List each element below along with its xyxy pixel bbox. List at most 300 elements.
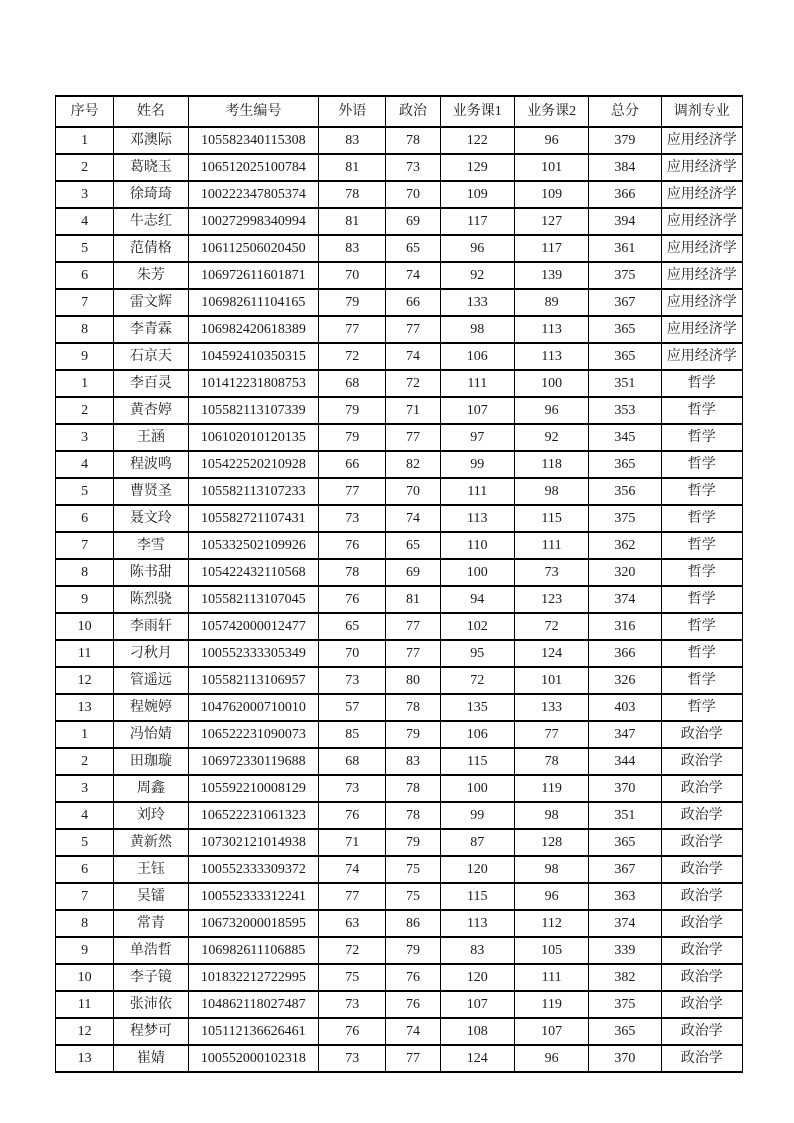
cell-adjusted-major: 哲学 [661, 505, 742, 532]
cell-candidate-id: 106982420618389 [188, 316, 319, 343]
cell-name: 张沛依 [114, 991, 188, 1018]
cell-total-score: 362 [589, 532, 661, 559]
cell-candidate-id: 105582721107431 [188, 505, 319, 532]
cell-name: 周鑫 [114, 775, 188, 802]
cell-politics: 78 [386, 775, 440, 802]
cell-candidate-id: 104592410350315 [188, 343, 319, 370]
cell-adjusted-major: 政治学 [661, 775, 742, 802]
column-header-foreign-language: 外语 [319, 96, 386, 127]
cell-adjusted-major: 应用经济学 [661, 235, 742, 262]
cell-course2: 115 [514, 505, 588, 532]
cell-adjusted-major: 哲学 [661, 532, 742, 559]
cell-course2: 127 [514, 208, 588, 235]
cell-foreign-language: 73 [319, 505, 386, 532]
cell-total-score: 365 [589, 1018, 661, 1045]
column-header-index: 序号 [56, 96, 114, 127]
cell-course2: 119 [514, 775, 588, 802]
cell-name: 黄杏婷 [114, 397, 188, 424]
cell-adjusted-major: 政治学 [661, 1018, 742, 1045]
cell-adjusted-major: 哲学 [661, 478, 742, 505]
cell-candidate-id: 100552333305349 [188, 640, 319, 667]
table-row [56, 235, 743, 262]
cell-index: 2 [56, 154, 114, 181]
cell-course2: 78 [514, 748, 588, 775]
cell-index: 8 [56, 316, 114, 343]
table-row [56, 370, 743, 397]
cell-index: 4 [56, 451, 114, 478]
cell-foreign-language: 77 [319, 316, 386, 343]
cell-total-score: 347 [589, 721, 661, 748]
cell-total-score: 365 [589, 451, 661, 478]
table-row [56, 397, 743, 424]
cell-index: 10 [56, 964, 114, 991]
cell-name: 李子镜 [114, 964, 188, 991]
cell-course1: 115 [440, 883, 514, 910]
column-header-course1: 业务课1 [440, 96, 514, 127]
cell-course2: 109 [514, 181, 588, 208]
cell-adjusted-major: 政治学 [661, 883, 742, 910]
cell-total-score: 379 [589, 127, 661, 154]
cell-course1: 95 [440, 640, 514, 667]
cell-adjusted-major: 应用经济学 [661, 289, 742, 316]
column-header-adjusted-major: 调剂专业 [661, 96, 742, 127]
cell-course2: 118 [514, 451, 588, 478]
cell-index: 5 [56, 478, 114, 505]
cell-index: 1 [56, 721, 114, 748]
cell-politics: 69 [386, 559, 440, 586]
table-row [56, 748, 743, 775]
cell-index: 11 [56, 991, 114, 1018]
cell-adjusted-major: 应用经济学 [661, 316, 742, 343]
cell-course1: 109 [440, 181, 514, 208]
cell-name: 朱芳 [114, 262, 188, 289]
cell-index: 3 [56, 775, 114, 802]
cell-candidate-id: 100222347805374 [188, 181, 319, 208]
cell-foreign-language: 79 [319, 397, 386, 424]
cell-total-score: 374 [589, 586, 661, 613]
header-row [56, 96, 743, 127]
cell-total-score: 370 [589, 1045, 661, 1072]
cell-course1: 100 [440, 775, 514, 802]
cell-index: 13 [56, 694, 114, 721]
cell-foreign-language: 83 [319, 127, 386, 154]
cell-foreign-language: 70 [319, 640, 386, 667]
cell-index: 3 [56, 181, 114, 208]
cell-course2: 133 [514, 694, 588, 721]
cell-politics: 76 [386, 991, 440, 1018]
cell-foreign-language: 79 [319, 424, 386, 451]
cell-total-score: 375 [589, 262, 661, 289]
cell-index: 8 [56, 559, 114, 586]
cell-total-score: 356 [589, 478, 661, 505]
cell-name: 吴镭 [114, 883, 188, 910]
cell-foreign-language: 57 [319, 694, 386, 721]
cell-course1: 111 [440, 478, 514, 505]
cell-politics: 76 [386, 964, 440, 991]
cell-name: 王钰 [114, 856, 188, 883]
table-row [56, 181, 743, 208]
cell-course1: 107 [440, 991, 514, 1018]
cell-index: 6 [56, 262, 114, 289]
cell-course2: 98 [514, 802, 588, 829]
cell-name: 常青 [114, 910, 188, 937]
score-table [55, 95, 743, 1073]
cell-index: 2 [56, 397, 114, 424]
cell-adjusted-major: 哲学 [661, 370, 742, 397]
cell-course2: 111 [514, 964, 588, 991]
table-row [56, 451, 743, 478]
cell-total-score: 339 [589, 937, 661, 964]
cell-name: 李百灵 [114, 370, 188, 397]
cell-politics: 72 [386, 370, 440, 397]
cell-total-score: 374 [589, 910, 661, 937]
cell-course2: 107 [514, 1018, 588, 1045]
cell-politics: 80 [386, 667, 440, 694]
cell-foreign-language: 63 [319, 910, 386, 937]
cell-index: 7 [56, 532, 114, 559]
cell-course2: 96 [514, 127, 588, 154]
table-row [56, 316, 743, 343]
cell-foreign-language: 72 [319, 343, 386, 370]
cell-index: 1 [56, 370, 114, 397]
cell-course1: 108 [440, 1018, 514, 1045]
table-row [56, 667, 743, 694]
table-row [56, 478, 743, 505]
cell-name: 黄新然 [114, 829, 188, 856]
cell-politics: 77 [386, 424, 440, 451]
cell-adjusted-major: 政治学 [661, 829, 742, 856]
cell-adjusted-major: 哲学 [661, 586, 742, 613]
cell-politics: 65 [386, 235, 440, 262]
cell-foreign-language: 76 [319, 802, 386, 829]
table-row [56, 991, 743, 1018]
cell-candidate-id: 105422520210928 [188, 451, 319, 478]
cell-course2: 92 [514, 424, 588, 451]
cell-politics: 75 [386, 883, 440, 910]
cell-politics: 79 [386, 829, 440, 856]
cell-candidate-id: 100552333312241 [188, 883, 319, 910]
cell-name: 范倩格 [114, 235, 188, 262]
cell-course2: 96 [514, 397, 588, 424]
cell-adjusted-major: 政治学 [661, 856, 742, 883]
cell-total-score: 365 [589, 829, 661, 856]
cell-candidate-id: 105582113107045 [188, 586, 319, 613]
cell-total-score: 370 [589, 775, 661, 802]
cell-candidate-id: 105592210008129 [188, 775, 319, 802]
cell-name: 崔婧 [114, 1045, 188, 1072]
cell-total-score: 367 [589, 289, 661, 316]
cell-foreign-language: 73 [319, 667, 386, 694]
cell-course1: 92 [440, 262, 514, 289]
cell-course1: 97 [440, 424, 514, 451]
table-row [56, 964, 743, 991]
cell-course1: 129 [440, 154, 514, 181]
cell-name: 李雨轩 [114, 613, 188, 640]
cell-index: 5 [56, 829, 114, 856]
table-row [56, 343, 743, 370]
cell-politics: 73 [386, 154, 440, 181]
cell-index: 9 [56, 343, 114, 370]
cell-adjusted-major: 政治学 [661, 991, 742, 1018]
cell-adjusted-major: 哲学 [661, 424, 742, 451]
cell-name: 冯怡婧 [114, 721, 188, 748]
cell-politics: 65 [386, 532, 440, 559]
cell-name: 陈书甜 [114, 559, 188, 586]
cell-politics: 71 [386, 397, 440, 424]
cell-politics: 77 [386, 316, 440, 343]
table-row [56, 1018, 743, 1045]
table-row [56, 208, 743, 235]
cell-course2: 72 [514, 613, 588, 640]
cell-foreign-language: 76 [319, 532, 386, 559]
cell-adjusted-major: 政治学 [661, 937, 742, 964]
cell-foreign-language: 78 [319, 181, 386, 208]
cell-name: 曹贤圣 [114, 478, 188, 505]
cell-course1: 117 [440, 208, 514, 235]
cell-course2: 100 [514, 370, 588, 397]
cell-foreign-language: 79 [319, 289, 386, 316]
cell-total-score: 351 [589, 370, 661, 397]
cell-politics: 69 [386, 208, 440, 235]
cell-course2: 98 [514, 478, 588, 505]
cell-adjusted-major: 政治学 [661, 964, 742, 991]
cell-course2: 124 [514, 640, 588, 667]
table-row [56, 802, 743, 829]
cell-course1: 94 [440, 586, 514, 613]
cell-politics: 74 [386, 343, 440, 370]
cell-course1: 106 [440, 343, 514, 370]
cell-course2: 96 [514, 883, 588, 910]
table-row [56, 640, 743, 667]
cell-foreign-language: 81 [319, 208, 386, 235]
table-row [56, 532, 743, 559]
cell-index: 9 [56, 937, 114, 964]
table-head [56, 96, 743, 127]
cell-politics: 66 [386, 289, 440, 316]
cell-course1: 120 [440, 964, 514, 991]
cell-politics: 78 [386, 694, 440, 721]
cell-foreign-language: 74 [319, 856, 386, 883]
cell-foreign-language: 66 [319, 451, 386, 478]
cell-adjusted-major: 应用经济学 [661, 208, 742, 235]
cell-foreign-language: 70 [319, 262, 386, 289]
cell-adjusted-major: 哲学 [661, 451, 742, 478]
cell-name: 陈烈骁 [114, 586, 188, 613]
cell-course2: 119 [514, 991, 588, 1018]
cell-foreign-language: 68 [319, 748, 386, 775]
cell-total-score: 366 [589, 181, 661, 208]
cell-politics: 86 [386, 910, 440, 937]
cell-course1: 100 [440, 559, 514, 586]
table-row [56, 289, 743, 316]
cell-course2: 113 [514, 316, 588, 343]
table-row [56, 262, 743, 289]
cell-name: 邓澳际 [114, 127, 188, 154]
table-row [56, 721, 743, 748]
cell-name: 刘玲 [114, 802, 188, 829]
table-row [56, 775, 743, 802]
table-row [56, 154, 743, 181]
cell-course2: 101 [514, 154, 588, 181]
table-row [56, 694, 743, 721]
cell-adjusted-major: 政治学 [661, 748, 742, 775]
cell-name: 单浩哲 [114, 937, 188, 964]
cell-candidate-id: 106522231090073 [188, 721, 319, 748]
cell-adjusted-major: 应用经济学 [661, 343, 742, 370]
column-header-candidate-id: 考生编号 [188, 96, 319, 127]
cell-candidate-id: 106522231061323 [188, 802, 319, 829]
cell-course2: 77 [514, 721, 588, 748]
cell-politics: 83 [386, 748, 440, 775]
cell-name: 程婉婷 [114, 694, 188, 721]
cell-foreign-language: 76 [319, 586, 386, 613]
cell-foreign-language: 77 [319, 883, 386, 910]
cell-adjusted-major: 哲学 [661, 397, 742, 424]
cell-course1: 133 [440, 289, 514, 316]
cell-foreign-language: 73 [319, 991, 386, 1018]
cell-index: 7 [56, 883, 114, 910]
cell-index: 7 [56, 289, 114, 316]
column-header-name: 姓名 [114, 96, 188, 127]
cell-course1: 122 [440, 127, 514, 154]
table-row [56, 1045, 743, 1072]
cell-adjusted-major: 应用经济学 [661, 181, 742, 208]
cell-total-score: 366 [589, 640, 661, 667]
table-row [56, 127, 743, 154]
cell-course1: 135 [440, 694, 514, 721]
cell-candidate-id: 105582113107339 [188, 397, 319, 424]
cell-politics: 77 [386, 640, 440, 667]
cell-candidate-id: 106972611601871 [188, 262, 319, 289]
cell-course1: 102 [440, 613, 514, 640]
table-row [56, 424, 743, 451]
cell-course1: 113 [440, 505, 514, 532]
cell-index: 12 [56, 667, 114, 694]
table-row [56, 586, 743, 613]
column-header-total-score: 总分 [589, 96, 661, 127]
cell-total-score: 344 [589, 748, 661, 775]
cell-total-score: 365 [589, 343, 661, 370]
cell-course1: 99 [440, 451, 514, 478]
cell-politics: 75 [386, 856, 440, 883]
cell-name: 徐琦琦 [114, 181, 188, 208]
cell-name: 刁秋月 [114, 640, 188, 667]
cell-course2: 139 [514, 262, 588, 289]
cell-course1: 113 [440, 910, 514, 937]
cell-course2: 113 [514, 343, 588, 370]
cell-name: 雷文辉 [114, 289, 188, 316]
cell-foreign-language: 78 [319, 559, 386, 586]
cell-name: 聂文玲 [114, 505, 188, 532]
cell-politics: 74 [386, 505, 440, 532]
cell-name: 田珈璇 [114, 748, 188, 775]
cell-candidate-id: 105422432110568 [188, 559, 319, 586]
cell-total-score: 363 [589, 883, 661, 910]
cell-name: 李青霖 [114, 316, 188, 343]
cell-adjusted-major: 哲学 [661, 559, 742, 586]
cell-politics: 78 [386, 127, 440, 154]
cell-course1: 96 [440, 235, 514, 262]
cell-course2: 73 [514, 559, 588, 586]
cell-politics: 81 [386, 586, 440, 613]
cell-name: 牛志红 [114, 208, 188, 235]
cell-total-score: 326 [589, 667, 661, 694]
cell-index: 1 [56, 127, 114, 154]
cell-index: 4 [56, 208, 114, 235]
cell-politics: 74 [386, 262, 440, 289]
column-header-politics: 政治 [386, 96, 440, 127]
cell-index: 10 [56, 613, 114, 640]
cell-politics: 77 [386, 613, 440, 640]
cell-name: 管遥远 [114, 667, 188, 694]
cell-candidate-id: 106982611106885 [188, 937, 319, 964]
cell-course1: 115 [440, 748, 514, 775]
cell-candidate-id: 100272998340994 [188, 208, 319, 235]
cell-adjusted-major: 政治学 [661, 910, 742, 937]
table-row [56, 829, 743, 856]
cell-course1: 99 [440, 802, 514, 829]
cell-total-score: 320 [589, 559, 661, 586]
cell-candidate-id: 104762000710010 [188, 694, 319, 721]
cell-candidate-id: 106102010120135 [188, 424, 319, 451]
cell-adjusted-major: 应用经济学 [661, 127, 742, 154]
cell-course2: 98 [514, 856, 588, 883]
table-row [56, 505, 743, 532]
cell-candidate-id: 105332502109926 [188, 532, 319, 559]
cell-course1: 83 [440, 937, 514, 964]
cell-course2: 105 [514, 937, 588, 964]
cell-candidate-id: 105112136626461 [188, 1018, 319, 1045]
cell-course2: 111 [514, 532, 588, 559]
cell-course1: 111 [440, 370, 514, 397]
cell-candidate-id: 105742000012477 [188, 613, 319, 640]
cell-candidate-id: 106112506020450 [188, 235, 319, 262]
cell-candidate-id: 101832212722995 [188, 964, 319, 991]
cell-course1: 72 [440, 667, 514, 694]
cell-adjusted-major: 哲学 [661, 694, 742, 721]
cell-foreign-language: 76 [319, 1018, 386, 1045]
cell-course2: 117 [514, 235, 588, 262]
cell-total-score: 403 [589, 694, 661, 721]
cell-total-score: 345 [589, 424, 661, 451]
cell-politics: 79 [386, 937, 440, 964]
table-row [56, 910, 743, 937]
cell-candidate-id: 100552000102318 [188, 1045, 319, 1072]
cell-adjusted-major: 政治学 [661, 1045, 742, 1072]
cell-politics: 82 [386, 451, 440, 478]
cell-index: 3 [56, 424, 114, 451]
cell-name: 程波鸣 [114, 451, 188, 478]
table-row [56, 613, 743, 640]
cell-name: 王涵 [114, 424, 188, 451]
table-row [56, 559, 743, 586]
cell-index: 6 [56, 856, 114, 883]
cell-adjusted-major: 哲学 [661, 640, 742, 667]
cell-index: 12 [56, 1018, 114, 1045]
table-row [56, 937, 743, 964]
cell-total-score: 351 [589, 802, 661, 829]
cell-total-score: 316 [589, 613, 661, 640]
cell-course1: 120 [440, 856, 514, 883]
cell-index: 6 [56, 505, 114, 532]
cell-candidate-id: 100552333309372 [188, 856, 319, 883]
cell-candidate-id: 105582113106957 [188, 667, 319, 694]
cell-index: 11 [56, 640, 114, 667]
cell-course1: 98 [440, 316, 514, 343]
cell-foreign-language: 71 [319, 829, 386, 856]
cell-course2: 128 [514, 829, 588, 856]
cell-foreign-language: 81 [319, 154, 386, 181]
